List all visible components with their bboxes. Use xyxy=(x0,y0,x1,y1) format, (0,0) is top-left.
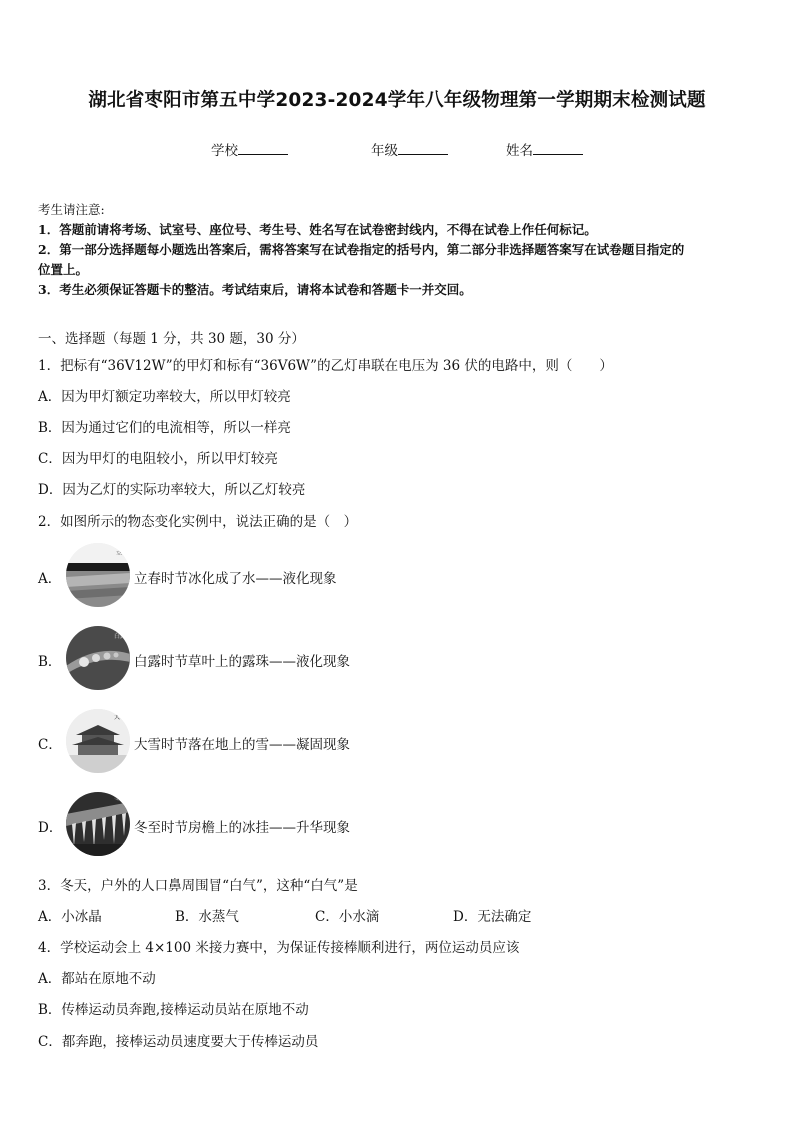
thumb-caption: 立春 xyxy=(116,550,129,557)
notice-heading: 考生请注意: xyxy=(38,202,105,217)
question-2-option-a xyxy=(38,543,458,607)
thumb-caption: 冬至 xyxy=(114,795,127,802)
option-label: A． xyxy=(38,571,62,587)
option-text: 冬至时节房檐上的冰挂——升华现象 xyxy=(134,820,350,836)
option-label: C． xyxy=(38,737,62,753)
option-text: 白露时节草叶上的露珠——液化现象 xyxy=(134,654,350,670)
question-1-option-a: A．因为甲灯额定功率较大，所以甲灯较亮 xyxy=(38,389,291,405)
page-title: 湖北省枣阳市第五中学2023-2024学年八年级物理第一学期期末检测试题 xyxy=(88,90,706,111)
question-3-option-c: C．小水滴 xyxy=(315,909,380,925)
question-3-option-d: D．无法确定 xyxy=(453,909,532,925)
option-label: D． xyxy=(38,820,63,836)
notice-item: 3．考生必须保证答题卡的整洁。考试结束后，请将本试卷和答题卡一并交回。 xyxy=(38,282,472,297)
school-label: 学校 xyxy=(211,143,238,159)
question-2-option-c xyxy=(38,709,458,773)
notice-item: 2．第一部分选择题每小题选出答案后，需将答案写在试卷指定的括号内，第二部分非选择题答案写在试卷题目指定的 xyxy=(38,242,685,257)
icicles-image xyxy=(66,792,130,856)
question-4-option-c: C．都奔跑，接棒运动员速度要大于传棒运动员 xyxy=(38,1034,319,1050)
name-blank[interactable] xyxy=(533,140,583,155)
notice-item: 位置上。 xyxy=(38,262,89,277)
option-label: B． xyxy=(38,654,62,670)
school-field xyxy=(211,139,288,159)
ice-melting-image xyxy=(66,543,130,607)
question-2-option-d xyxy=(38,792,458,856)
thumb-caption: 大雪 xyxy=(114,714,127,721)
question-3-option-a: A．小冰晶 xyxy=(38,909,102,925)
question-2-option-b xyxy=(38,626,458,690)
question-4-option-a: A．都站在原地不动 xyxy=(38,971,156,987)
section-heading: 一、选择题（每题 1 分，共 30 题，30 分） xyxy=(38,331,305,347)
dewdrop-image xyxy=(66,626,130,690)
question-1-option-d: D．因为乙灯的实际功率较大，所以乙灯较亮 xyxy=(38,482,306,498)
question-1-option-b: B．因为通过它们的电流相等，所以一样亮 xyxy=(38,420,291,436)
question-3-options xyxy=(38,905,758,925)
notice-item: 1．答题前请将考场、试室号、座位号、考生号、姓名写在试卷密封线内，不得在试卷上作任何标记。 xyxy=(38,222,597,237)
question-1-option-c: C．因为甲灯的电阻较小，所以甲灯较亮 xyxy=(38,451,278,467)
notice-block xyxy=(38,200,763,300)
option-text: 大雪时节落在地上的雪——凝固现象 xyxy=(134,737,350,753)
student-info-row xyxy=(0,139,794,161)
option-text: 立春时节冰化成了水——液化现象 xyxy=(134,571,337,587)
question-1-stem: 1．把标有“36V12W”的甲灯和标有“36V6W”的乙灯串联在电压为 36 伏的电路中，则（ ） xyxy=(38,358,613,374)
grade-label: 年级 xyxy=(371,143,398,159)
question-3-stem: 3．冬天，户外的人口鼻周围冒“白气”，这种“白气”是 xyxy=(38,878,358,894)
grade-blank[interactable] xyxy=(398,140,448,155)
school-blank[interactable] xyxy=(238,140,288,155)
grade-field xyxy=(371,139,448,159)
question-4-option-b: B．传棒运动员奔跑,接棒运动员站在原地不动 xyxy=(38,1002,309,1018)
question-3-option-b: B．水蒸气 xyxy=(175,909,239,925)
question-2-stem: 2．如图所示的物态变化实例中，说法正确的是（ ） xyxy=(38,514,358,530)
question-4-stem: 4．学校运动会上 4×100 米接力赛中，为保证传接棒顺利进行，两位运动员应该 xyxy=(38,940,520,956)
thumb-caption: 白露 xyxy=(114,633,127,640)
name-label: 姓名 xyxy=(506,143,533,159)
name-field xyxy=(506,139,583,159)
snow-temple-image xyxy=(66,709,130,773)
